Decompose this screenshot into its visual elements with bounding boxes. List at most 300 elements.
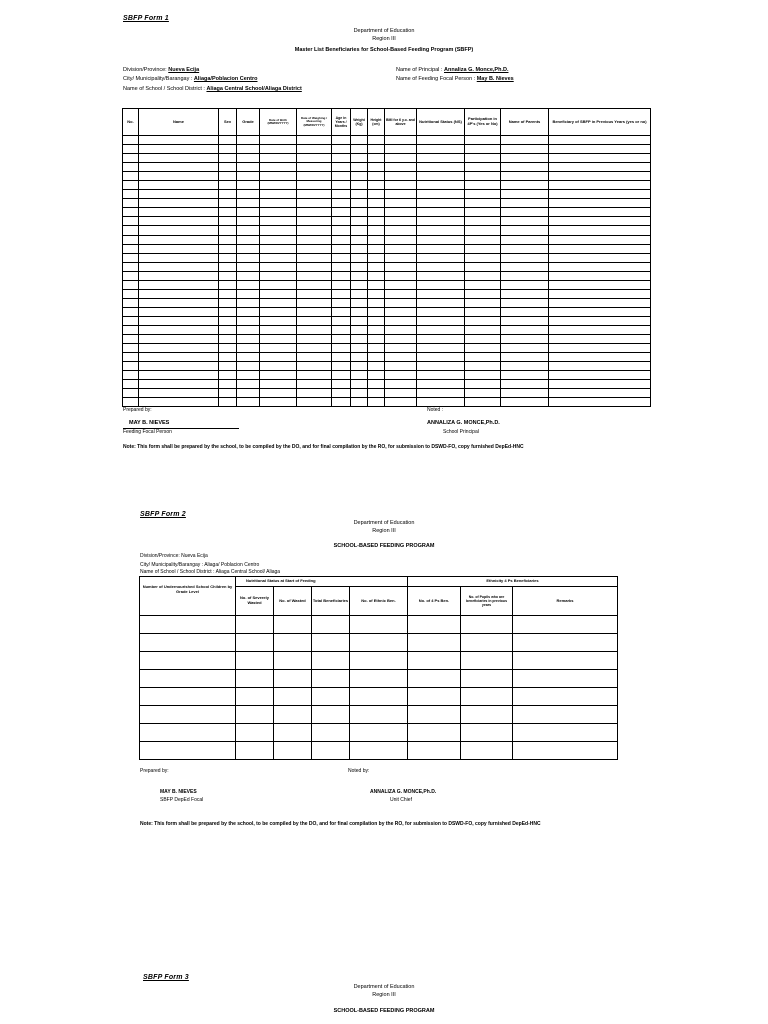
table-cell[interactable] [385, 163, 417, 172]
table-cell[interactable] [297, 190, 332, 199]
table-cell[interactable] [501, 298, 549, 307]
table-cell[interactable] [123, 398, 139, 407]
table-cell[interactable] [417, 253, 465, 262]
table-cell[interactable] [350, 688, 408, 706]
table-cell[interactable] [237, 298, 260, 307]
table-cell[interactable] [465, 217, 501, 226]
table-cell[interactable] [351, 163, 368, 172]
table-cell[interactable] [140, 706, 236, 724]
table-cell[interactable] [236, 652, 274, 670]
table-cell[interactable] [351, 362, 368, 371]
table-cell[interactable] [260, 344, 297, 353]
table-cell[interactable] [417, 371, 465, 380]
table-cell[interactable] [260, 362, 297, 371]
table-cell[interactable] [501, 280, 549, 289]
table-cell[interactable] [549, 190, 651, 199]
table-cell[interactable] [260, 316, 297, 325]
table-cell[interactable] [139, 235, 219, 244]
table-cell[interactable] [297, 307, 332, 316]
table-cell[interactable] [297, 271, 332, 280]
table-cell[interactable] [312, 724, 350, 742]
table-cell[interactable] [274, 688, 312, 706]
table-cell[interactable] [501, 208, 549, 217]
table-cell[interactable] [260, 325, 297, 334]
table-cell[interactable] [385, 199, 417, 208]
table-cell[interactable] [139, 362, 219, 371]
table-cell[interactable] [219, 362, 237, 371]
table-cell[interactable] [123, 136, 139, 145]
table-cell[interactable] [465, 262, 501, 271]
table-cell[interactable] [219, 145, 237, 154]
table-cell[interactable] [549, 353, 651, 362]
table-cell[interactable] [417, 398, 465, 407]
table-cell[interactable] [260, 136, 297, 145]
table-cell[interactable] [260, 398, 297, 407]
table-cell[interactable] [501, 371, 549, 380]
table-cell[interactable] [297, 145, 332, 154]
table-cell[interactable] [297, 380, 332, 389]
table-cell[interactable] [368, 181, 385, 190]
table-cell[interactable] [123, 362, 139, 371]
table-cell[interactable] [417, 235, 465, 244]
table-cell[interactable] [368, 335, 385, 344]
table-cell[interactable] [351, 217, 368, 226]
table-cell[interactable] [260, 190, 297, 199]
table-cell[interactable] [465, 380, 501, 389]
table-cell[interactable] [350, 670, 408, 688]
table-cell[interactable] [549, 380, 651, 389]
table-cell[interactable] [465, 244, 501, 253]
table-cell[interactable] [297, 244, 332, 253]
table-cell[interactable] [237, 344, 260, 353]
table-cell[interactable] [274, 742, 312, 760]
table-cell[interactable] [219, 371, 237, 380]
table-cell[interactable] [368, 280, 385, 289]
table-cell[interactable] [332, 280, 351, 289]
table-cell[interactable] [139, 298, 219, 307]
table-cell[interactable] [297, 389, 332, 398]
table-cell[interactable] [513, 634, 618, 652]
table-cell[interactable] [408, 670, 461, 688]
table-cell[interactable] [297, 163, 332, 172]
table-cell[interactable] [501, 244, 549, 253]
table-cell[interactable] [385, 145, 417, 154]
table-cell[interactable] [385, 244, 417, 253]
table-cell[interactable] [385, 325, 417, 334]
table-cell[interactable] [501, 199, 549, 208]
table-cell[interactable] [260, 226, 297, 235]
table-cell[interactable] [297, 172, 332, 181]
table-cell[interactable] [139, 371, 219, 380]
table-cell[interactable] [351, 344, 368, 353]
table-cell[interactable] [465, 271, 501, 280]
table-cell[interactable] [465, 362, 501, 371]
table-cell[interactable] [237, 362, 260, 371]
table-cell[interactable] [139, 335, 219, 344]
table-cell[interactable] [549, 235, 651, 244]
table-cell[interactable] [260, 217, 297, 226]
table-cell[interactable] [549, 244, 651, 253]
table-cell[interactable] [465, 389, 501, 398]
table-cell[interactable] [139, 163, 219, 172]
table-cell[interactable] [237, 371, 260, 380]
table-cell[interactable] [408, 724, 461, 742]
table-cell[interactable] [260, 371, 297, 380]
table-cell[interactable] [368, 262, 385, 271]
table-cell[interactable] [332, 136, 351, 145]
table-cell[interactable] [417, 145, 465, 154]
table-cell[interactable] [297, 226, 332, 235]
table-cell[interactable] [501, 325, 549, 334]
table-cell[interactable] [501, 163, 549, 172]
table-cell[interactable] [219, 289, 237, 298]
table-cell[interactable] [297, 298, 332, 307]
table-cell[interactable] [417, 389, 465, 398]
table-cell[interactable] [123, 371, 139, 380]
table-cell[interactable] [139, 253, 219, 262]
table-cell[interactable] [139, 262, 219, 271]
table-cell[interactable] [123, 316, 139, 325]
table-cell[interactable] [350, 616, 408, 634]
table-cell[interactable] [351, 208, 368, 217]
table-cell[interactable] [219, 154, 237, 163]
table-cell[interactable] [465, 398, 501, 407]
table-cell[interactable] [417, 181, 465, 190]
table-cell[interactable] [139, 289, 219, 298]
table-cell[interactable] [549, 208, 651, 217]
table-cell[interactable] [297, 353, 332, 362]
table-cell[interactable] [351, 380, 368, 389]
table-cell[interactable] [549, 307, 651, 316]
table-cell[interactable] [501, 172, 549, 181]
table-cell[interactable] [350, 652, 408, 670]
table-cell[interactable] [465, 289, 501, 298]
table-cell[interactable] [350, 742, 408, 760]
table-cell[interactable] [549, 163, 651, 172]
table-cell[interactable] [368, 362, 385, 371]
table-cell[interactable] [368, 389, 385, 398]
table-cell[interactable] [513, 670, 618, 688]
table-cell[interactable] [417, 380, 465, 389]
table-cell[interactable] [297, 398, 332, 407]
table-cell[interactable] [368, 271, 385, 280]
table-cell[interactable] [417, 226, 465, 235]
table-cell[interactable] [385, 335, 417, 344]
table-cell[interactable] [219, 380, 237, 389]
table-cell[interactable] [260, 181, 297, 190]
table-cell[interactable] [139, 344, 219, 353]
table-cell[interactable] [501, 262, 549, 271]
table-cell[interactable] [332, 307, 351, 316]
table-cell[interactable] [408, 742, 461, 760]
table-cell[interactable] [297, 316, 332, 325]
table-cell[interactable] [219, 335, 237, 344]
table-cell[interactable] [139, 325, 219, 334]
table-cell[interactable] [465, 136, 501, 145]
table-cell[interactable] [461, 742, 513, 760]
table-cell[interactable] [219, 398, 237, 407]
table-cell[interactable] [385, 208, 417, 217]
table-cell[interactable] [417, 307, 465, 316]
table-cell[interactable] [237, 307, 260, 316]
table-cell[interactable] [549, 389, 651, 398]
table-cell[interactable] [461, 652, 513, 670]
table-cell[interactable] [549, 253, 651, 262]
table-cell[interactable] [297, 136, 332, 145]
table-cell[interactable] [123, 244, 139, 253]
table-cell[interactable] [219, 353, 237, 362]
table-cell[interactable] [297, 253, 332, 262]
table-cell[interactable] [501, 398, 549, 407]
table-cell[interactable] [123, 172, 139, 181]
table-cell[interactable] [123, 154, 139, 163]
table-cell[interactable] [417, 154, 465, 163]
table-cell[interactable] [237, 316, 260, 325]
table-cell[interactable] [513, 742, 618, 760]
table-cell[interactable] [417, 325, 465, 334]
table-cell[interactable] [549, 344, 651, 353]
table-cell[interactable] [219, 389, 237, 398]
table-cell[interactable] [368, 172, 385, 181]
table-cell[interactable] [140, 724, 236, 742]
table-cell[interactable] [237, 244, 260, 253]
table-cell[interactable] [297, 181, 332, 190]
table-cell[interactable] [139, 172, 219, 181]
table-cell[interactable] [461, 670, 513, 688]
table-cell[interactable] [297, 344, 332, 353]
table-cell[interactable] [368, 325, 385, 334]
table-cell[interactable] [332, 262, 351, 271]
table-cell[interactable] [139, 244, 219, 253]
table-cell[interactable] [140, 670, 236, 688]
table-cell[interactable] [417, 271, 465, 280]
table-cell[interactable] [501, 226, 549, 235]
table-cell[interactable] [351, 398, 368, 407]
table-cell[interactable] [297, 262, 332, 271]
table-cell[interactable] [385, 398, 417, 407]
table-cell[interactable] [351, 389, 368, 398]
table-cell[interactable] [332, 298, 351, 307]
table-cell[interactable] [385, 380, 417, 389]
table-cell[interactable] [549, 199, 651, 208]
table-cell[interactable] [219, 298, 237, 307]
table-cell[interactable] [549, 154, 651, 163]
table-cell[interactable] [219, 307, 237, 316]
table-cell[interactable] [351, 199, 368, 208]
table-cell[interactable] [219, 199, 237, 208]
table-cell[interactable] [368, 307, 385, 316]
table-cell[interactable] [465, 335, 501, 344]
table-cell[interactable] [417, 353, 465, 362]
table-cell[interactable] [465, 298, 501, 307]
table-cell[interactable] [417, 262, 465, 271]
table-cell[interactable] [549, 280, 651, 289]
table-cell[interactable] [123, 325, 139, 334]
table-cell[interactable] [140, 742, 236, 760]
table-cell[interactable] [312, 742, 350, 760]
table-cell[interactable] [351, 280, 368, 289]
table-cell[interactable] [123, 235, 139, 244]
table-cell[interactable] [332, 362, 351, 371]
table-cell[interactable] [368, 371, 385, 380]
table-cell[interactable] [123, 190, 139, 199]
table-cell[interactable] [465, 199, 501, 208]
table-cell[interactable] [219, 253, 237, 262]
table-cell[interactable] [549, 226, 651, 235]
table-cell[interactable] [368, 154, 385, 163]
table-cell[interactable] [368, 244, 385, 253]
table-cell[interactable] [260, 280, 297, 289]
table-cell[interactable] [140, 616, 236, 634]
table-cell[interactable] [501, 154, 549, 163]
table-cell[interactable] [297, 280, 332, 289]
table-cell[interactable] [513, 706, 618, 724]
table-cell[interactable] [140, 634, 236, 652]
table-cell[interactable] [351, 244, 368, 253]
table-cell[interactable] [123, 217, 139, 226]
table-cell[interactable] [139, 154, 219, 163]
table-cell[interactable] [297, 208, 332, 217]
table-cell[interactable] [417, 289, 465, 298]
table-cell[interactable] [368, 289, 385, 298]
table-cell[interactable] [260, 298, 297, 307]
table-cell[interactable] [368, 316, 385, 325]
table-cell[interactable] [368, 217, 385, 226]
table-cell[interactable] [332, 371, 351, 380]
table-cell[interactable] [549, 316, 651, 325]
table-cell[interactable] [465, 154, 501, 163]
table-cell[interactable] [274, 616, 312, 634]
table-cell[interactable] [385, 217, 417, 226]
table-cell[interactable] [549, 362, 651, 371]
table-cell[interactable] [260, 145, 297, 154]
table-cell[interactable] [461, 616, 513, 634]
table-cell[interactable] [549, 335, 651, 344]
table-cell[interactable] [123, 380, 139, 389]
table-cell[interactable] [385, 371, 417, 380]
table-cell[interactable] [237, 262, 260, 271]
table-cell[interactable] [351, 289, 368, 298]
table-cell[interactable] [260, 289, 297, 298]
table-cell[interactable] [501, 353, 549, 362]
table-cell[interactable] [351, 145, 368, 154]
table-cell[interactable] [312, 706, 350, 724]
table-cell[interactable] [465, 307, 501, 316]
table-cell[interactable] [123, 253, 139, 262]
table-cell[interactable] [368, 208, 385, 217]
table-cell[interactable] [237, 353, 260, 362]
table-cell[interactable] [219, 344, 237, 353]
table-cell[interactable] [123, 335, 139, 344]
table-cell[interactable] [501, 235, 549, 244]
table-cell[interactable] [297, 289, 332, 298]
table-cell[interactable] [417, 190, 465, 199]
table-cell[interactable] [350, 634, 408, 652]
table-cell[interactable] [368, 136, 385, 145]
table-cell[interactable] [260, 271, 297, 280]
table-cell[interactable] [465, 280, 501, 289]
table-cell[interactable] [501, 307, 549, 316]
table-cell[interactable] [237, 380, 260, 389]
table-cell[interactable] [260, 335, 297, 344]
table-cell[interactable] [332, 145, 351, 154]
table-cell[interactable] [385, 280, 417, 289]
table-cell[interactable] [408, 616, 461, 634]
table-cell[interactable] [123, 163, 139, 172]
table-cell[interactable] [237, 253, 260, 262]
table-cell[interactable] [312, 652, 350, 670]
table-cell[interactable] [385, 181, 417, 190]
table-cell[interactable] [237, 398, 260, 407]
table-cell[interactable] [332, 217, 351, 226]
table-cell[interactable] [237, 226, 260, 235]
table-cell[interactable] [417, 136, 465, 145]
table-cell[interactable] [297, 199, 332, 208]
table-cell[interactable] [236, 724, 274, 742]
table-cell[interactable] [417, 208, 465, 217]
table-cell[interactable] [501, 190, 549, 199]
table-cell[interactable] [123, 208, 139, 217]
table-cell[interactable] [297, 217, 332, 226]
table-cell[interactable] [351, 172, 368, 181]
table-cell[interactable] [139, 271, 219, 280]
table-cell[interactable] [368, 253, 385, 262]
table-cell[interactable] [123, 289, 139, 298]
table-cell[interactable] [332, 226, 351, 235]
table-cell[interactable] [139, 353, 219, 362]
table-cell[interactable] [417, 316, 465, 325]
table-cell[interactable] [465, 163, 501, 172]
table-cell[interactable] [351, 154, 368, 163]
table-cell[interactable] [312, 688, 350, 706]
table-cell[interactable] [350, 706, 408, 724]
table-cell[interactable] [549, 398, 651, 407]
table-cell[interactable] [513, 616, 618, 634]
table-cell[interactable] [501, 335, 549, 344]
table-cell[interactable] [465, 181, 501, 190]
table-cell[interactable] [297, 371, 332, 380]
table-cell[interactable] [513, 652, 618, 670]
table-cell[interactable] [465, 344, 501, 353]
table-cell[interactable] [417, 280, 465, 289]
table-cell[interactable] [123, 181, 139, 190]
table-cell[interactable] [368, 398, 385, 407]
table-cell[interactable] [501, 181, 549, 190]
table-cell[interactable] [408, 652, 461, 670]
table-cell[interactable] [237, 389, 260, 398]
table-cell[interactable] [332, 335, 351, 344]
table-cell[interactable] [123, 199, 139, 208]
table-cell[interactable] [139, 199, 219, 208]
table-cell[interactable] [219, 235, 237, 244]
table-cell[interactable] [513, 724, 618, 742]
table-cell[interactable] [219, 316, 237, 325]
table-cell[interactable] [351, 335, 368, 344]
table-cell[interactable] [260, 235, 297, 244]
table-cell[interactable] [219, 226, 237, 235]
table-cell[interactable] [237, 280, 260, 289]
table-cell[interactable] [501, 380, 549, 389]
table-cell[interactable] [219, 217, 237, 226]
table-cell[interactable] [368, 190, 385, 199]
table-cell[interactable] [139, 226, 219, 235]
table-cell[interactable] [237, 217, 260, 226]
table-cell[interactable] [417, 172, 465, 181]
table-cell[interactable] [501, 253, 549, 262]
table-cell[interactable] [237, 208, 260, 217]
table-cell[interactable] [260, 262, 297, 271]
table-cell[interactable] [139, 208, 219, 217]
